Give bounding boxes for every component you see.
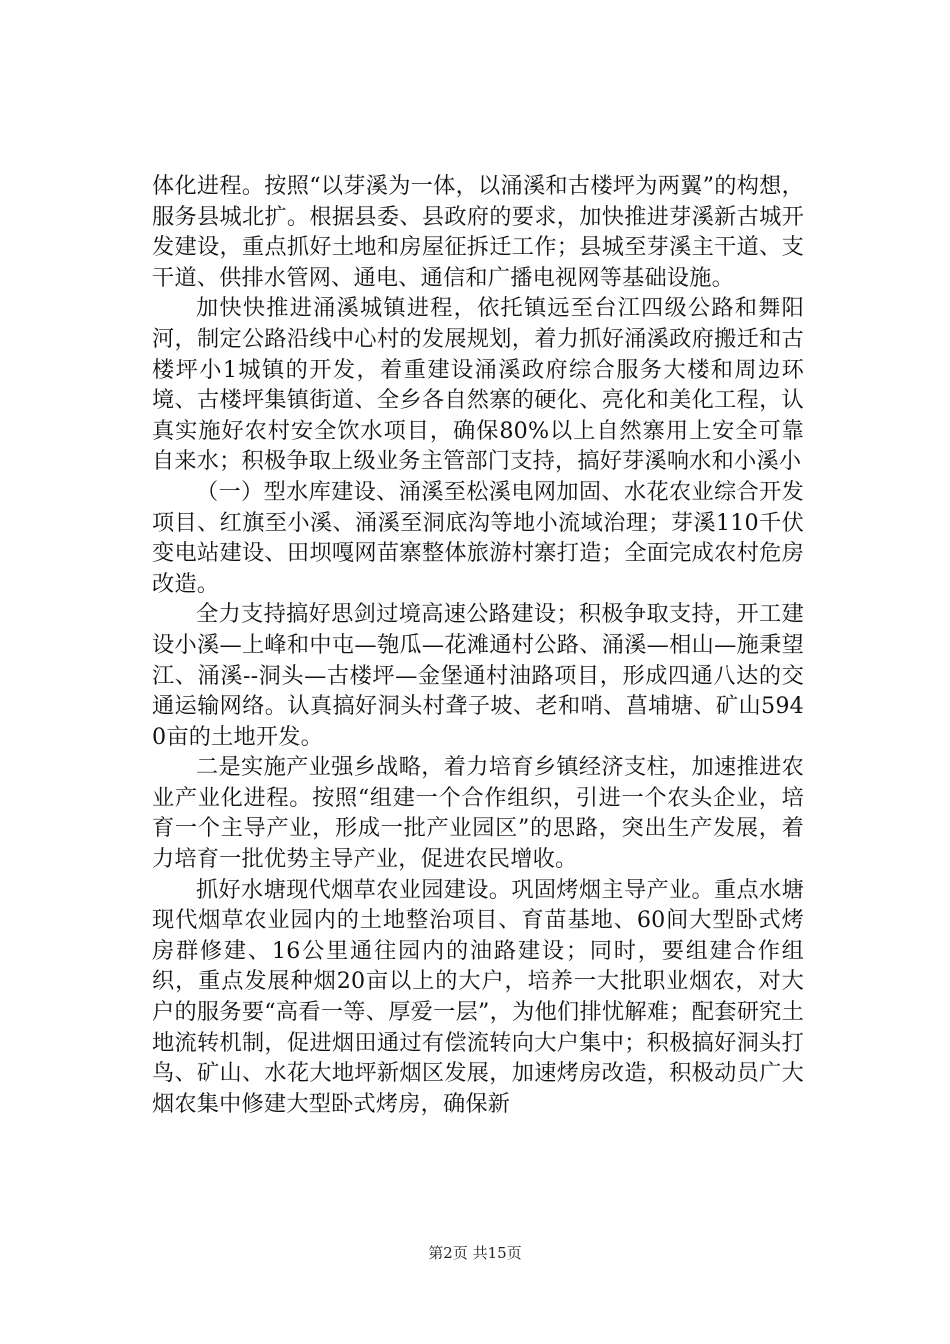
- paragraph-6: 抓好水塘现代烟草农业园建设。巩固烤烟主导产业。重点水塘现代烟草农业园内的土地整治项目、育苗基地、60间大型卧式烤房群修建、16公里通往园内的油路建设；同时，要组建合作组织，重点发展种烟20亩以上的大户，培养一大批职业烟农，对大户的服务要“高看一等、厚爱一层”，为他们排忧解难；配套研究土地流转机制，促进烟田通过有偿流转向大户集中；积极搞好洞头打鸟、矿山、水花大地坪新烟区发展，加速烤房改造，积极动员广大烟农集中修建大型卧式烤房，确保新: [152, 876, 804, 1117]
- paragraph-4: 全力支持搞好思剑过境高速公路建设；积极争取支持，开工建设小溪—上峰和中屯—匏瓜—花滩通村公路、涌溪—相山—施秉望江、涌溪--洞头—古楼坪—金堡通村油路项目，形成四通八达的交通运输网络。认真搞好洞头村聋子坡、老和哨、菖埔塘、矿山5940亩的土地开发。: [152, 601, 804, 750]
- paragraph-2: 加快快推进涌溪城镇进程，依托镇远至台江四级公路和舞阳河，制定公路沿线中心村的发展规划，着力抓好涌溪政府搬迁和古楼坪小1城镇的开发，着重建设涌溪政府综合服务大楼和周边环境、古楼坪集镇街道、全乡各自然寨的硬化、亮化和美化工程，认真实施好农村安全饮水项目，确保80%以上自然寨用上安全可靠自来水；积极争取上级业务主管部门支持，搞好芽溪响水和小溪小: [152, 295, 804, 475]
- page-footer: 第2页 共15页: [428, 1244, 522, 1262]
- paragraph-1: 体化进程。按照“以芽溪为一体，以涌溪和古楼坪为两翼”的构想，服务县城北扩。根据县委、县政府的要求，加快推进芽溪新古城开发建设，重点抓好土地和房屋征拆迁工作；县城至芽溪主干道、支干道、供排水管网、通电、通信和广播电视网等基础设施。: [152, 173, 804, 291]
- paragraph-5: 二是实施产业强乡战略，着力培育乡镇经济支柱，加速推进农业产业化进程。按照“组建一个合作组织，引进一个农头企业，培育一个主导产业，形成一批产业园区”的思路，突出生产发展，着力培育一批优势主导产业，促进农民增收。: [152, 754, 804, 873]
- document-body: [152, 171, 804, 1119]
- paragraph-3: （一）型水库建设、涌溪至松溪电网加固、水花农业综合开发项目、红旗至小溪、涌溪至洞底沟等地小流域治理；芽溪110千伏变电站建设、田坝嘎网苗寨整体旅游村寨打造；全面完成农村危房改造。: [152, 478, 804, 597]
